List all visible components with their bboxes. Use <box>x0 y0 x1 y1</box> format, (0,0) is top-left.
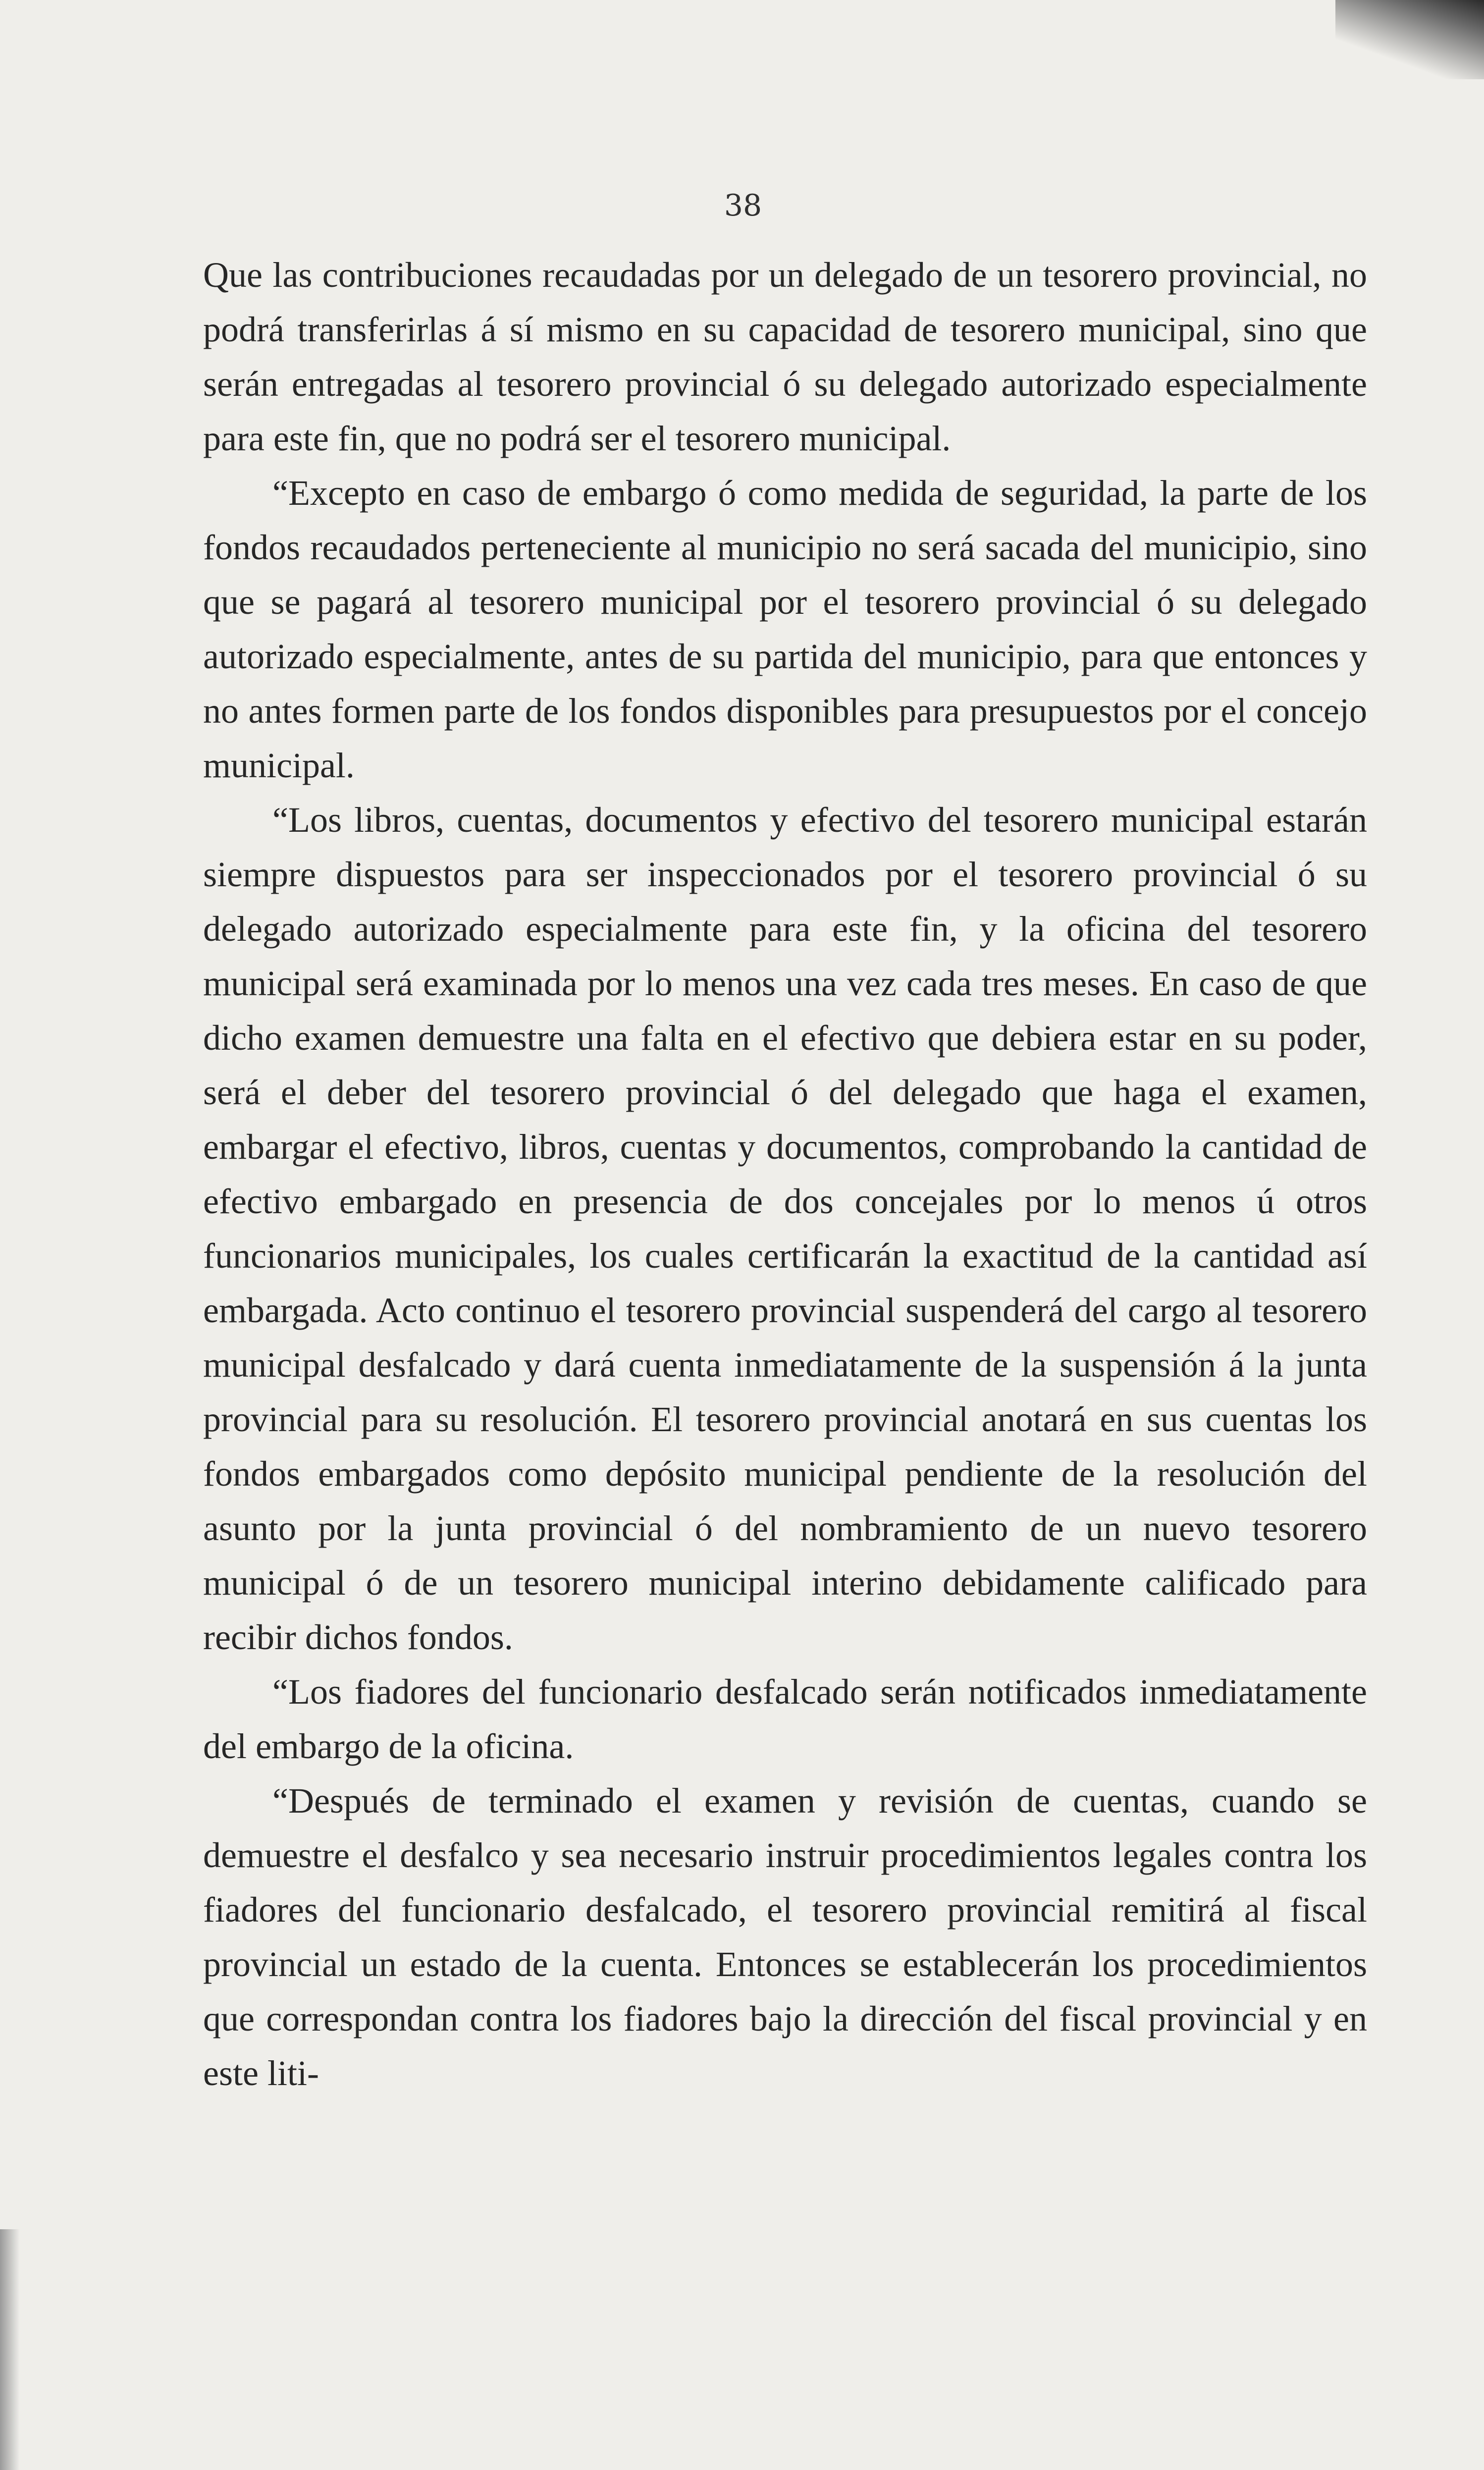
paragraph-3: “Los libros, cuentas, documentos y efectivo del tesorero municipal estarán siempre dispuestos para ser inspeccionados por el tesorero provincial ó su delegado autorizado especialmente para este fin, y la oficina del tesorero municipal será examinada por lo menos una vez cada tres meses. En caso de que dicho examen demuestre una falta en el efectivo que debiera estar en su poder, será el deber del tesorero provincial ó del delegado que haga el examen, embargar el efectivo, libros, cuentas y documentos, comprobando la cantidad de efectivo embargado en presencia de dos concejales por lo menos ú otros funcionarios municipales, los cuales certificarán la exactitud de la cantidad así embargada. Acto continuo el tesorero provincial suspenderá del cargo al tesorero municipal desfalcado y dará cuenta inmediatamente de la suspensión á la junta provincial para su resolución. El tesorero provincial anotará en sus cuentas los fondos embargados como depósito municipal pendiente de la resolución del asunto por la junta provincial ó del nombramiento de un nuevo tesorero municipal ó de un tesorero municipal interino debidamente calificado para recibir dichos fondos. <box>203 800 1367 1657</box>
binding-shadow <box>0 2229 20 2470</box>
paragraph-1: Que las contribuciones recaudadas por un delegado de un tesorero provincial, no podrá transferirlas á sí mismo en su capacidad de tesorero municipal, sino que serán entregadas al tesorero provincial ó su delegado autorizado especialmente para este fin, que no podrá ser el tesorero municipal. <box>203 255 1367 458</box>
page-edge-shadow <box>1335 0 1484 79</box>
page-number: 38 <box>724 188 762 223</box>
paragraph-4: “Los fiadores del funcionario desfalcado serán notificados inmediatamente del embargo de la oficina. <box>203 1672 1367 1766</box>
body-text <box>203 248 1367 2100</box>
paragraph-2: “Excepto en caso de embargo ó como medida de seguridad, la parte de los fondos recaudados perteneciente al municipio no será sacada del municipio, sino que se pagará al tesorero municipal por el tesorero provincial ó su delegado autorizado especialmente, antes de su partida del municipio, para que entonces y no antes formen parte de los fondos disponibles para presupuestos por el concejo municipal. <box>203 473 1367 785</box>
paragraph-5: “Después de terminado el examen y revisión de cuentas, cuando se demuestre el desfalco y sea necesario instruir procedimientos legales contra los fiadores del funcionario desfalcado, el tesorero provincial remitirá al fiscal provincial un estado de la cuenta. Entonces se establecerán los procedimientos que correspondan contra los fiadores bajo la dirección del fiscal provincial y en este liti- <box>203 1781 1367 2093</box>
